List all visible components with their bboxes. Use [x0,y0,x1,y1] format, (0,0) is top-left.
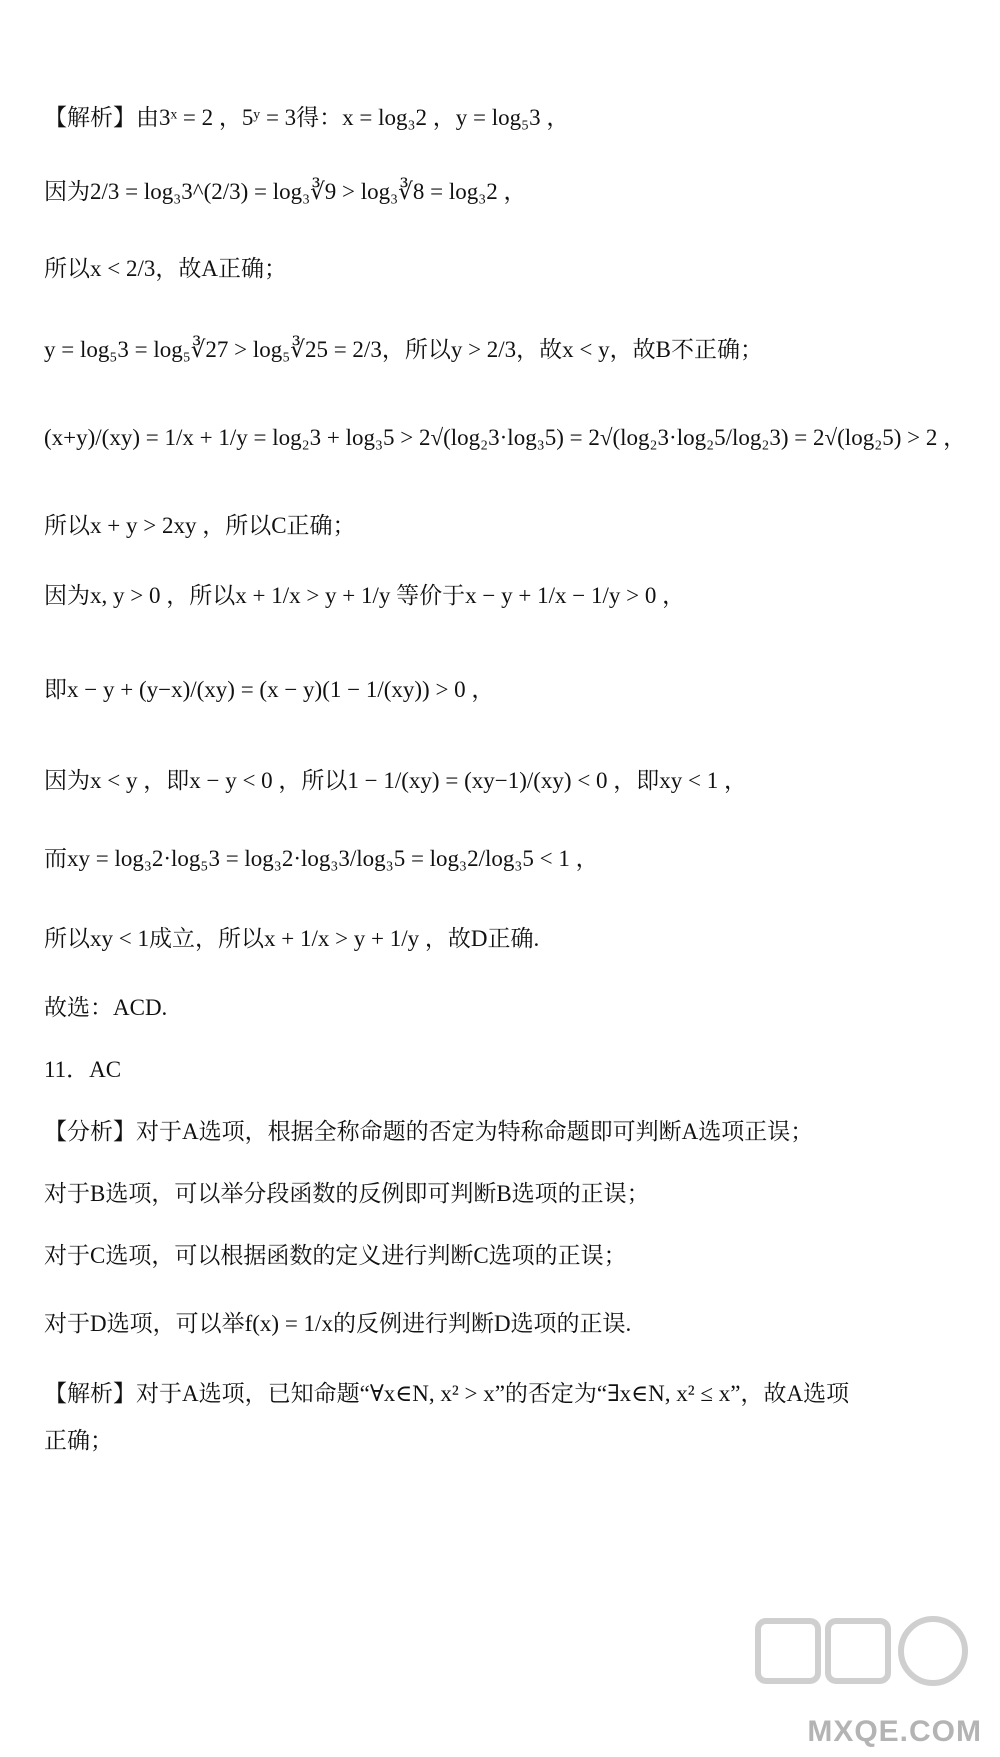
line-1: 【解析】由3ˣ = 2 ，5ʸ = 3得：x = log₃2 ，y = log₅3 ， [44,105,570,130]
line-7: 因为x, y > 0 ，所以x + 1/x > y + 1/y 等价于x − y + 1/x − 1/y > 0 ， [44,583,686,608]
line-14: 【分析】对于A选项，根据全称命题的否定为特称命题即可判断A选项正误； [44,1119,814,1144]
line-16: 对于C选项，可以根据函数的定义进行判断C选项的正误； [44,1243,627,1268]
line-19: 正确； [44,1428,113,1453]
line-12: 故选：ACD. [44,995,168,1020]
line-5: (x+y)/(xy) = 1/x + 1/y = log₂3 + log₃5 > 2√(log₂3·log₃5) = 2√(log₂3·log₂5/log₂3) = 2√(log₂5) > 2 ， [44,425,967,450]
line-13: 11．AC [44,1057,122,1082]
line-3: 所以x < 2/3，故A正确； [44,256,287,281]
line-8: 即x − y + (y−x)/(xy) = (x − y)(1 − 1/(xy)) > 0 ， [44,677,495,702]
line-15: 对于B选项，可以举分段函数的反例即可判断B选项的正误； [44,1181,650,1206]
line-6: 所以x + y > 2xy ，所以C正确； [44,513,356,538]
line-2: 因为2/3 = log₃3^(2/3) = log₃∛9 > log₃∛8 = log₃2 ， [44,179,527,204]
watermark-text: MXQE.COM [807,1715,982,1748]
line-9: 因为x < y ，即x − y < 0 ，所以1 − 1/(xy) = (xy−1)/(xy) < 0 ，即xy < 1 ， [44,768,748,793]
line-11: 所以xy < 1成立，所以x + 1/x > y + 1/y ，故D正确. [44,926,540,951]
line-17: 对于D选项，可以举f(x) = 1/x的反例进行判断D选项的正误. [44,1311,632,1336]
line-10: 而xy = log₃2·log₅3 = log₃2·log₃3/log₃5 = log₃2/log₃5 < 1 ， [44,846,599,871]
line-18: 【解析】对于A选项，已知命题“∀x∈N, x² > x”的否定为“∃x∈N, x² ≤ x”，故A选项 [44,1381,850,1406]
line-4: y = log₅3 = log₅∛27 > log₅∛25 = 2/3，所以y > 2/3，故x < y，故B不正确； [44,337,763,362]
